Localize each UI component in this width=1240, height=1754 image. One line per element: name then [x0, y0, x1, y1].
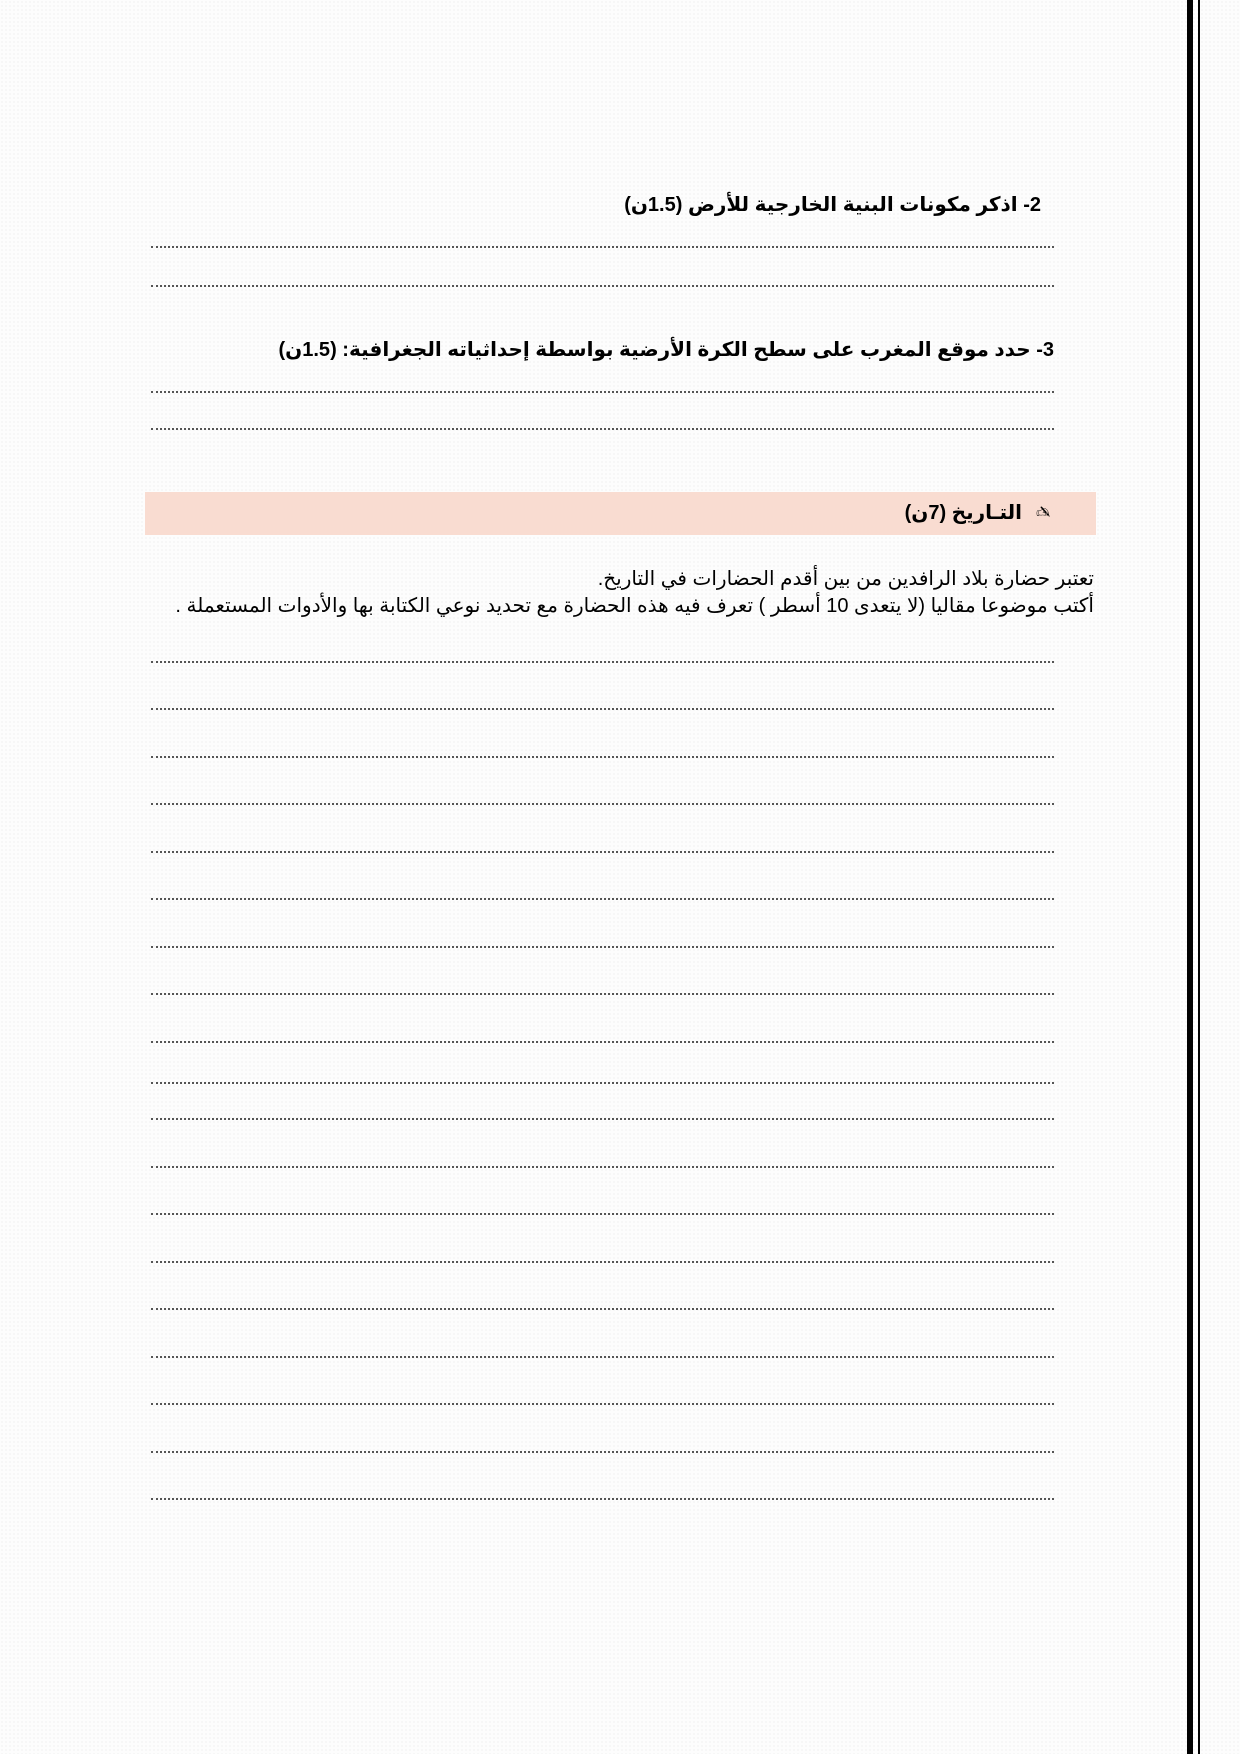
essay-line[interactable] [151, 851, 1054, 853]
essay-line[interactable] [151, 661, 1054, 663]
page-border-thick [1187, 0, 1193, 1754]
essay-line[interactable] [151, 946, 1054, 948]
essay-line[interactable] [151, 1041, 1054, 1043]
essay-line[interactable] [151, 1082, 1054, 1084]
essay-line[interactable] [151, 1166, 1054, 1168]
answer-line[interactable] [151, 285, 1054, 287]
question-2: 2- اذكر مكونات البنية الخارجية للأرض (1.5ن) [624, 194, 1041, 216]
essay-line[interactable] [151, 1308, 1054, 1310]
history-section-title: التـاريخ (7ن) [904, 502, 1022, 524]
essay-line[interactable] [151, 1261, 1054, 1263]
writing-hand-icon: ✍ [1036, 502, 1051, 522]
essay-line[interactable] [151, 1403, 1054, 1405]
essay-line[interactable] [151, 1356, 1054, 1358]
answer-line[interactable] [151, 391, 1054, 393]
answer-line[interactable] [151, 428, 1054, 430]
essay-line[interactable] [151, 1498, 1054, 1500]
essay-line[interactable] [151, 1118, 1054, 1120]
prompt-line-2: أكتب موضوعا مقاليا (لا يتعدى 10 أسطر ) تعرف فيه هذه الحضارة مع تحديد نوعي الكتابة بها والأدوات المستعملة . [175, 595, 1094, 617]
essay-line[interactable] [151, 756, 1054, 758]
essay-line[interactable] [151, 898, 1054, 900]
essay-line[interactable] [151, 1213, 1054, 1215]
answer-line[interactable] [151, 246, 1054, 248]
history-section-header [145, 492, 1096, 535]
question-3: 3- حدد موقع المغرب على سطح الكرة الأرضية بواسطة إحداثياته الجغرافية: (1.5ن) [278, 339, 1054, 361]
essay-line[interactable] [151, 993, 1054, 995]
essay-line[interactable] [151, 708, 1054, 710]
essay-line[interactable] [151, 1451, 1054, 1453]
page-border-thin [1198, 0, 1200, 1754]
essay-line[interactable] [151, 803, 1054, 805]
prompt-line-1: تعتبر حضارة بلاد الرافدين من بين أقدم الحضارات في التاريخ. [597, 568, 1094, 590]
